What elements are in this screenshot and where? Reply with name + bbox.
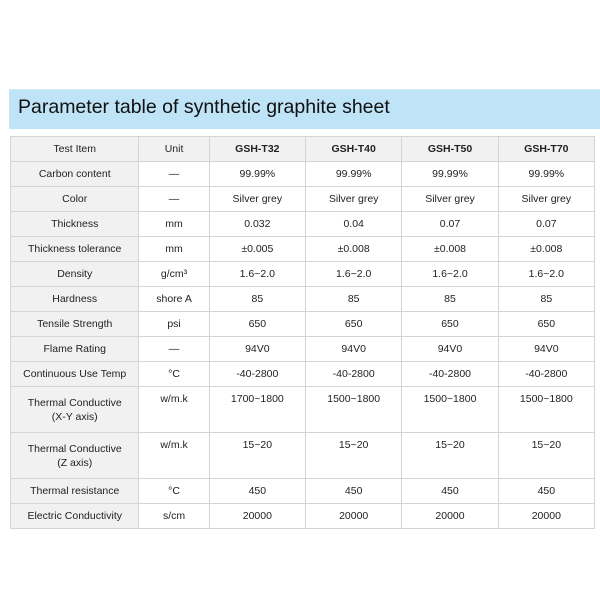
table-header-row	[11, 137, 595, 162]
cell-value: 15~20	[498, 433, 594, 479]
cell-value: 20000	[402, 504, 498, 529]
row-unit: s/cm	[139, 504, 209, 529]
row-unit: shore A	[139, 287, 209, 312]
cell-value: 650	[498, 312, 594, 337]
cell-value: ±0.008	[498, 237, 594, 262]
table-row	[11, 504, 595, 529]
cell-value: 20000	[498, 504, 594, 529]
row-label-line-1: Thermal Conductive	[27, 442, 122, 455]
row-label: Carbon content	[11, 162, 139, 187]
cell-value: 450	[402, 479, 498, 504]
cell-value: Silver grey	[209, 187, 305, 212]
table-row	[11, 287, 595, 312]
cell-value: 94V0	[402, 337, 498, 362]
cell-value: 1500~1800	[402, 387, 498, 433]
cell-value: 650	[402, 312, 498, 337]
cell-value: 1500~1800	[306, 387, 402, 433]
row-unit: —	[139, 162, 209, 187]
row-unit: —	[139, 337, 209, 362]
header-gsh-t50: GSH-T50	[402, 137, 498, 162]
cell-value: 85	[306, 287, 402, 312]
cell-value: 0.07	[402, 212, 498, 237]
cell-value: 15~20	[306, 433, 402, 479]
row-label: Flame Rating	[11, 337, 139, 362]
row-label: Density	[11, 262, 139, 287]
cell-value: 450	[306, 479, 402, 504]
cell-value: 20000	[209, 504, 305, 529]
cell-value: 0.032	[209, 212, 305, 237]
cell-value: 650	[306, 312, 402, 337]
cell-value: -40-2800	[209, 362, 305, 387]
table-row	[11, 187, 595, 212]
cell-value: 1.6~2.0	[209, 262, 305, 287]
cell-value: Silver grey	[402, 187, 498, 212]
cell-value: 85	[498, 287, 594, 312]
table-row	[11, 212, 595, 237]
row-unit: °C	[139, 362, 209, 387]
cell-value: 1.6~2.0	[402, 262, 498, 287]
cell-value: 99.99%	[402, 162, 498, 187]
parameter-table	[10, 136, 595, 529]
row-unit: psi	[139, 312, 209, 337]
cell-value: Silver grey	[306, 187, 402, 212]
cell-value: 1.6~2.0	[306, 262, 402, 287]
cell-value: 99.99%	[498, 162, 594, 187]
table-row	[11, 337, 595, 362]
header-test-item: Test Item	[11, 137, 139, 162]
row-label-line-1: Thermal Conductive	[27, 396, 122, 409]
row-unit: w/m.k	[139, 387, 209, 433]
table-row	[11, 312, 595, 337]
cell-value: -40-2800	[306, 362, 402, 387]
row-label	[11, 387, 139, 433]
row-label	[11, 433, 139, 479]
table-row	[11, 237, 595, 262]
cell-value: 1500~1800	[498, 387, 594, 433]
header-unit: Unit	[139, 137, 209, 162]
cell-value: 15~20	[209, 433, 305, 479]
row-label: Hardness	[11, 287, 139, 312]
row-label-line-2: (Z axis)	[57, 456, 93, 469]
row-unit: mm	[139, 212, 209, 237]
cell-value: 99.99%	[209, 162, 305, 187]
row-label: Continuous Use Temp	[11, 362, 139, 387]
cell-value: 94V0	[209, 337, 305, 362]
cell-value: 15~20	[402, 433, 498, 479]
cell-value: 85	[402, 287, 498, 312]
cell-value: 20000	[306, 504, 402, 529]
cell-value: ±0.005	[209, 237, 305, 262]
row-unit: mm	[139, 237, 209, 262]
row-unit: —	[139, 187, 209, 212]
row-label: Thickness	[11, 212, 139, 237]
row-unit: w/m.k	[139, 433, 209, 479]
cell-value: 450	[209, 479, 305, 504]
row-label: Color	[11, 187, 139, 212]
cell-value: ±0.008	[402, 237, 498, 262]
cell-value: 1700~1800	[209, 387, 305, 433]
table-row	[11, 262, 595, 287]
cell-value: 94V0	[306, 337, 402, 362]
header-gsh-t70: GSH-T70	[498, 137, 594, 162]
cell-value: 650	[209, 312, 305, 337]
table-row	[11, 387, 595, 433]
row-unit: g/cm³	[139, 262, 209, 287]
cell-value: 94V0	[498, 337, 594, 362]
cell-value: 85	[209, 287, 305, 312]
page-title: Parameter table of synthetic graphite sheet	[18, 96, 390, 118]
cell-value: ±0.008	[306, 237, 402, 262]
row-unit: °C	[139, 479, 209, 504]
cell-value: -40-2800	[402, 362, 498, 387]
row-label: Electric Conductivity	[11, 504, 139, 529]
cell-value: 99.99%	[306, 162, 402, 187]
row-label-line-2: (X-Y axis)	[51, 410, 98, 423]
header-gsh-t40: GSH-T40	[306, 137, 402, 162]
cell-value: 0.07	[498, 212, 594, 237]
table-row	[11, 433, 595, 479]
cell-value: 1.6~2.0	[498, 262, 594, 287]
table-row	[11, 162, 595, 187]
table-row	[11, 479, 595, 504]
cell-value: -40-2800	[498, 362, 594, 387]
row-label: Tensile Strength	[11, 312, 139, 337]
row-label: Thickness tolerance	[11, 237, 139, 262]
cell-value: 0.04	[306, 212, 402, 237]
cell-value: 450	[498, 479, 594, 504]
row-label: Thermal resistance	[11, 479, 139, 504]
title-banner	[9, 89, 600, 129]
cell-value: Silver grey	[498, 187, 594, 212]
header-gsh-t32: GSH-T32	[209, 137, 305, 162]
table-row	[11, 362, 595, 387]
